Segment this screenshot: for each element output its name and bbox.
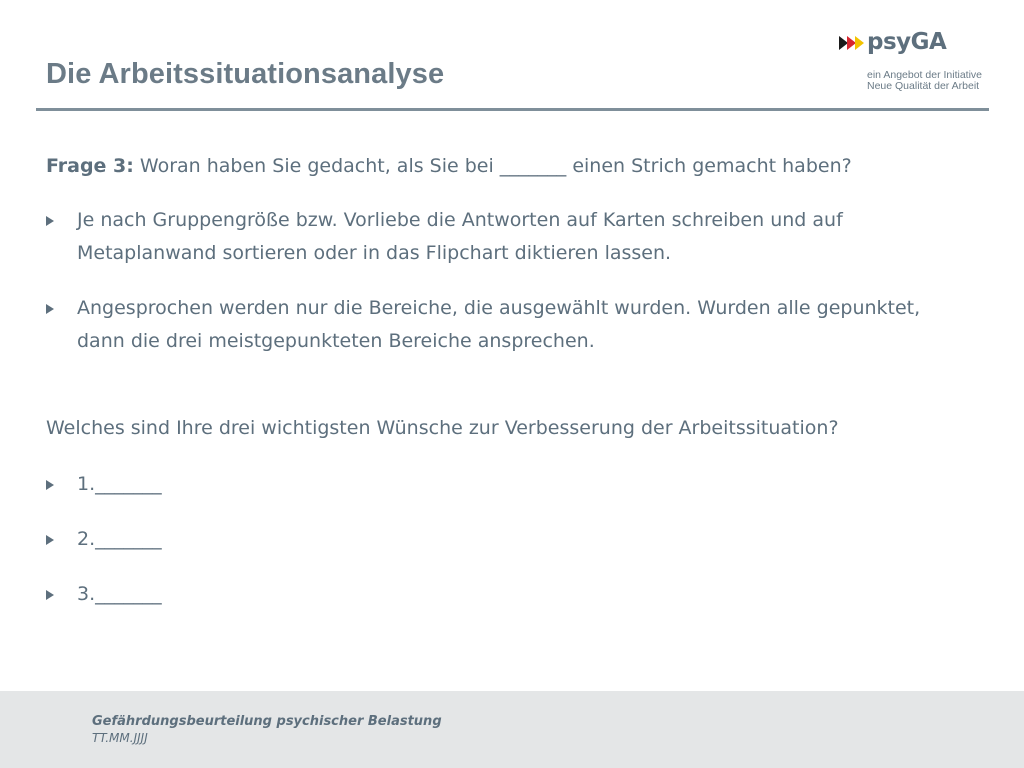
title-divider bbox=[36, 108, 989, 111]
question-3 bbox=[46, 150, 852, 183]
logo-tagline-2: Neue Qualität der Arbeit bbox=[867, 80, 980, 92]
logo-arrows-icon bbox=[839, 34, 867, 52]
wish-blank-1: 1._______ bbox=[77, 473, 162, 495]
bullet-arrow-icon bbox=[46, 480, 54, 490]
slide-footer bbox=[0, 691, 1024, 768]
bullet-text: Angesprochen werden nur die Bereiche, die ausgewählt wurden. Wurden alle gepunktet, dann die drei meistgepunkteten Bereiche ansprechen. bbox=[77, 297, 921, 352]
slide-title: Die Arbeitssituationsanalyse bbox=[46, 58, 445, 90]
bullet-arrow-icon bbox=[46, 590, 54, 600]
question-text: Woran haben Sie gedacht, als Sie bei _______ einen Strich gemacht haben? bbox=[133, 155, 852, 177]
footer-title: Gefährdungsbeurteilung psychischer Belastung bbox=[92, 714, 442, 729]
question-label: Frage 3: bbox=[46, 155, 134, 177]
bullet-arrow-icon bbox=[46, 304, 54, 314]
wish-blank-3: 3._______ bbox=[77, 583, 162, 605]
wish-blank-2: 2._______ bbox=[77, 528, 162, 550]
footer-date: TT.MM.JJJJ bbox=[92, 731, 148, 745]
logo-name: psyGA bbox=[867, 29, 947, 55]
psyga-logo bbox=[839, 29, 989, 92]
bullet-text: Je nach Gruppengröße bzw. Vorliebe die Antworten auf Karten schreiben und auf Metaplanwand sortieren oder in das Flipchart diktieren lassen. bbox=[77, 209, 843, 264]
logo-tagline-1: ein Angebot der Initiative bbox=[867, 69, 982, 81]
bullet-arrow-icon bbox=[46, 216, 54, 226]
bullet-arrow-icon bbox=[46, 535, 54, 545]
wishes-question: Welches sind Ihre drei wichtigsten Wünsche zur Verbesserung der Arbeitssituation? bbox=[46, 417, 839, 439]
